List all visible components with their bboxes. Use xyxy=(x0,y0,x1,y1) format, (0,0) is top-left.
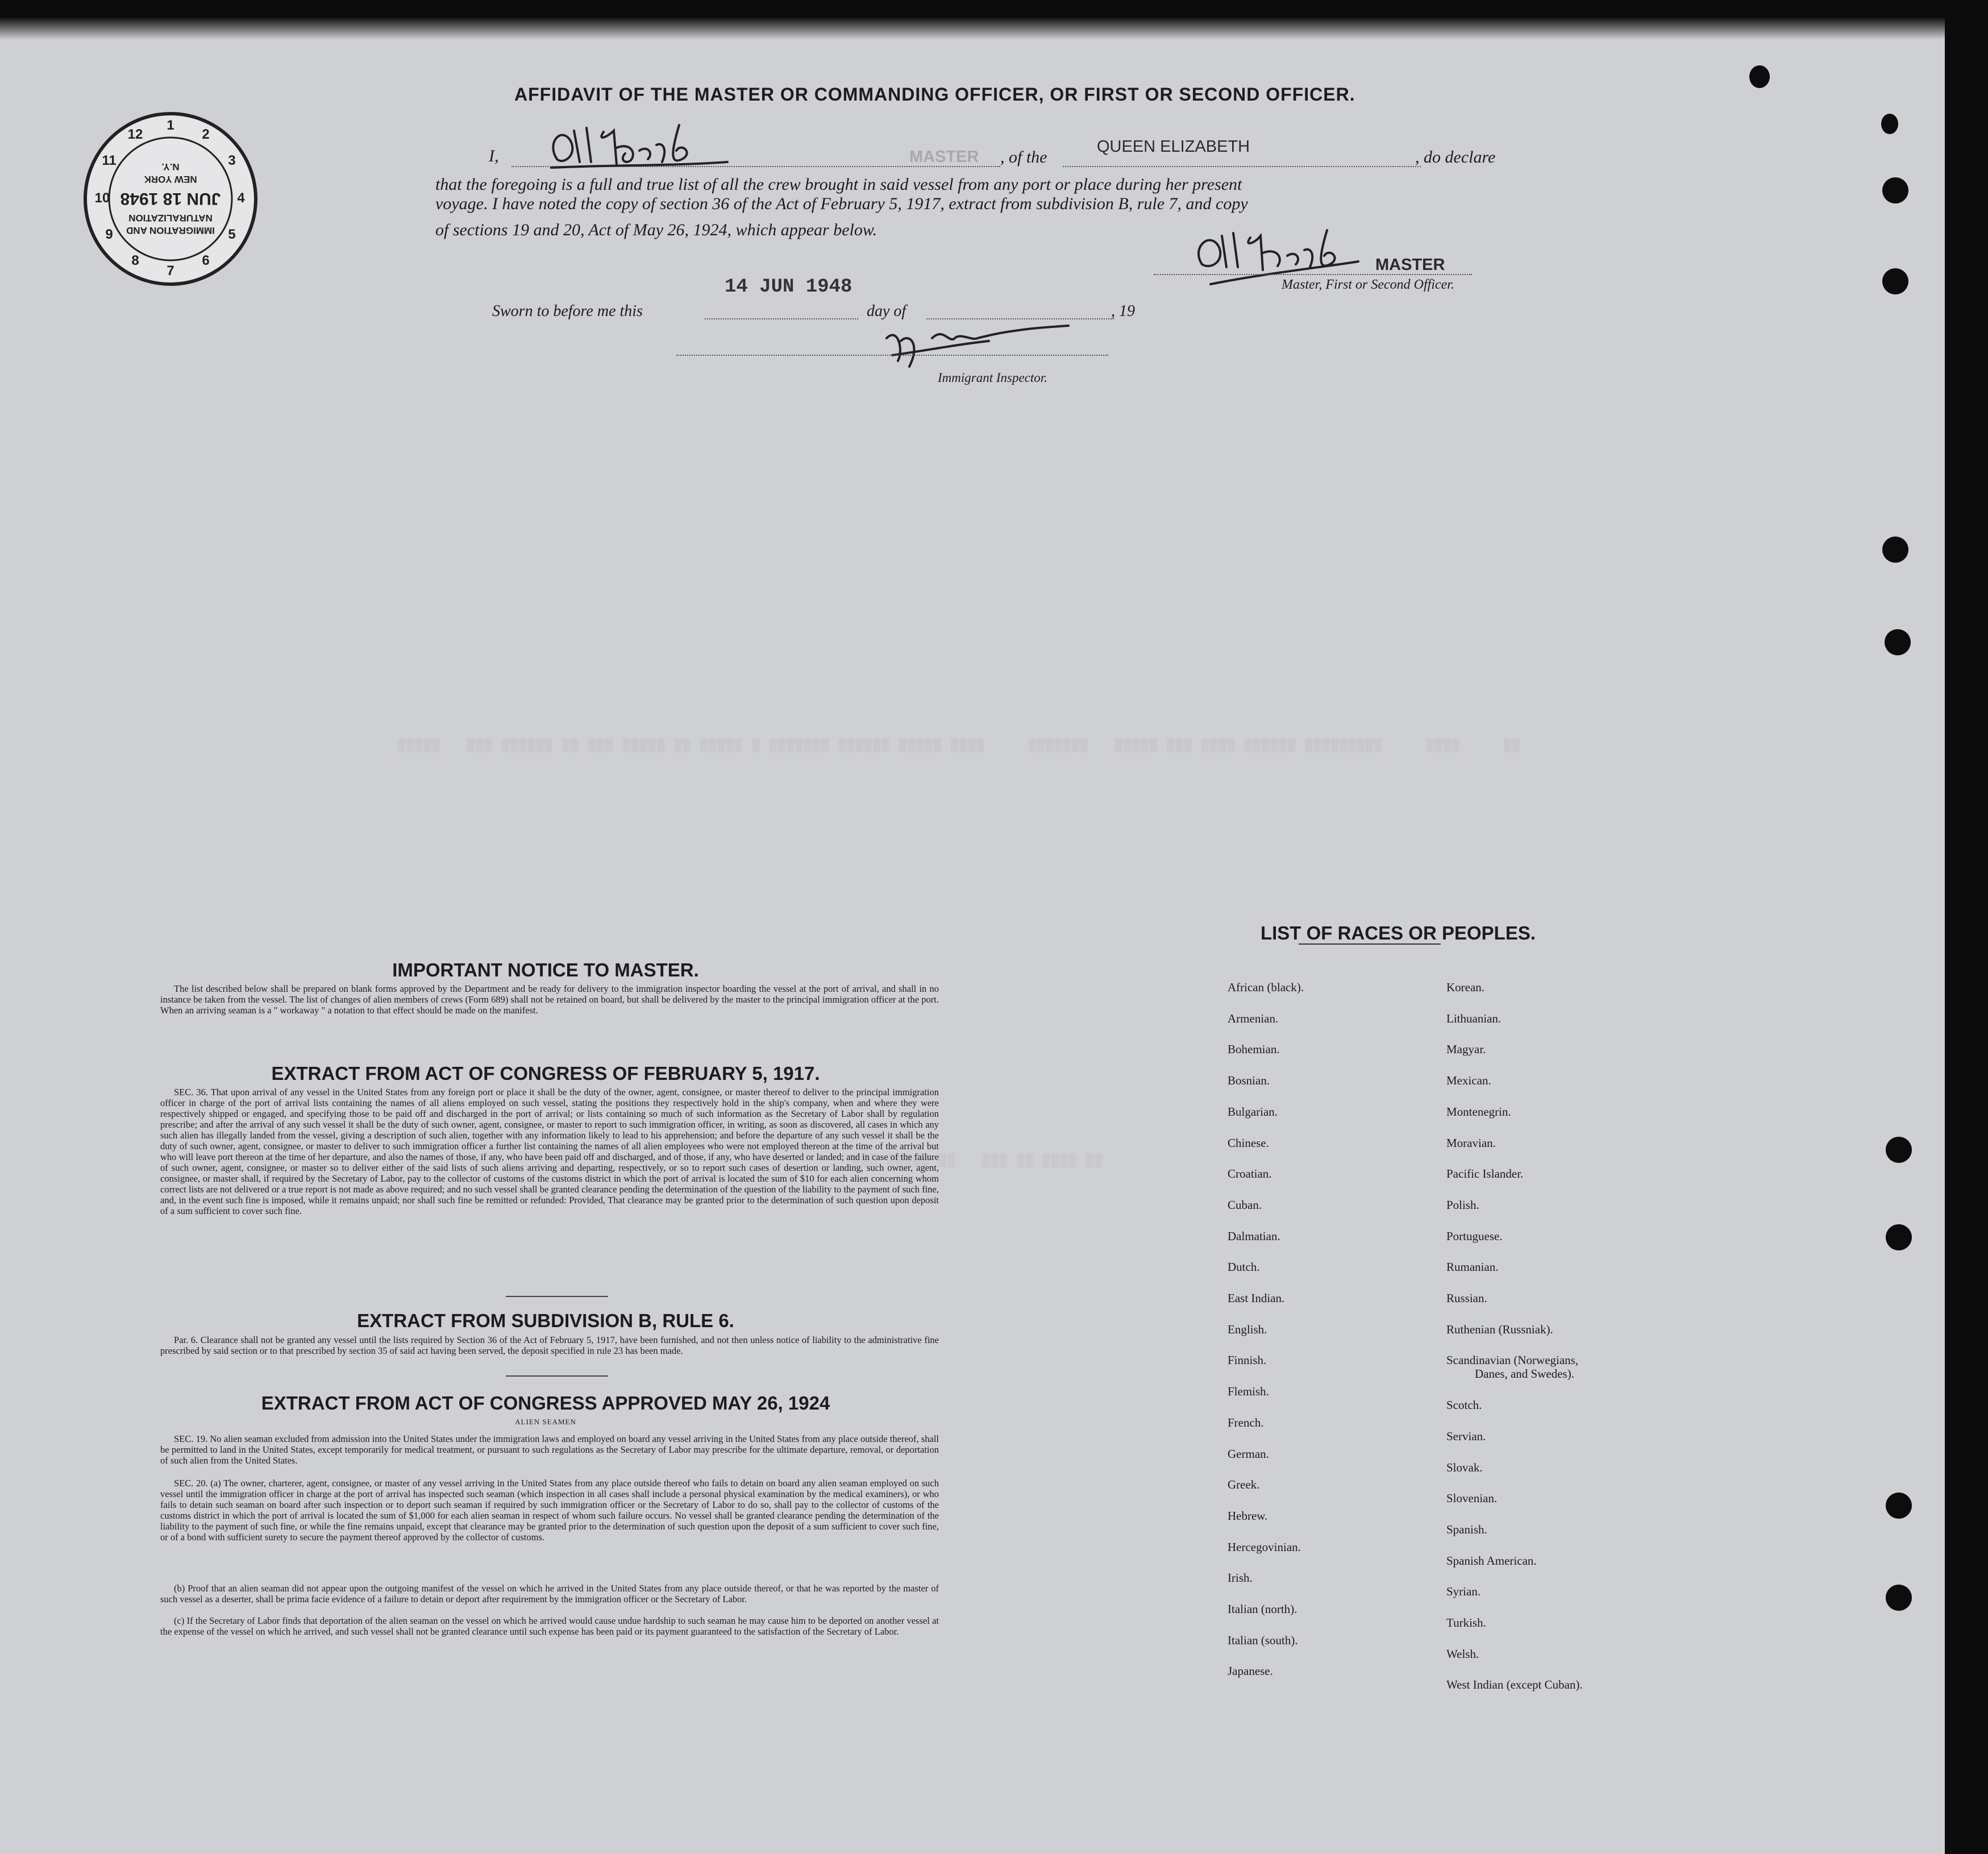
race-item: Rumanian. xyxy=(1446,1260,1499,1274)
race-item: Cuban. xyxy=(1228,1198,1262,1212)
race-item: Bohemian. xyxy=(1228,1042,1280,1057)
punch-hole xyxy=(1882,268,1908,294)
race-item: Armenian. xyxy=(1228,1011,1279,1025)
extract-1924-title: EXTRACT FROM ACT OF CONGRESS APPROVED MAY 26, 1924 xyxy=(261,1392,830,1414)
race-item: Moravian. xyxy=(1446,1136,1496,1150)
race-item: Polish. xyxy=(1446,1198,1479,1212)
race-item: Bulgarian. xyxy=(1228,1104,1278,1119)
extract-1924-sec20c: (c) If the Secretary of Labor finds that deportation of the alien seaman on the vessel on which he arrived would cause undue hardship to such seaman he may cause him to be deported on another vessel at the expense of the vessel on which he arrived, and such vessel shall not be granted clearance until such expense has been paid or its payment guaranteed to the satisfaction of the Secretary of Labor. xyxy=(160,1615,939,1637)
race-item: French. xyxy=(1228,1415,1264,1429)
affidavit-title: AFFIDAVIT OF THE MASTER OR COMMANDING OFFICER, OR FIRST OR SECOND OFFICER. xyxy=(514,84,1355,105)
seal-text: NATURALIZATION xyxy=(128,213,213,223)
race-item: Lithuanian. xyxy=(1446,1011,1502,1025)
seal-number: 4 xyxy=(237,190,245,206)
immigration-seal-stamp xyxy=(74,102,267,296)
sworn-day-field xyxy=(705,318,858,319)
race-item: Welsh. xyxy=(1446,1647,1479,1661)
officer-caption: Master, First or Second Officer. xyxy=(1282,277,1454,292)
vessel-field xyxy=(1063,166,1421,167)
divider xyxy=(506,1296,608,1297)
day-of-label: day of xyxy=(867,302,906,320)
affidavit-line-3: voyage. I have noted the copy of section 36 of the Act of February 5, 1917, extract from subdivision B, rule 7, and copy xyxy=(435,194,1248,213)
race-item: Slovenian. xyxy=(1446,1491,1498,1506)
extract-1924-sec20b: (b) Proof that an alien seaman did not appear upon the outgoing manifest of the vessel on which he arrived in the United States from any place outside thereof, or that he was reported by the master of such vessel as a deserter, shall be prima facie evidence of a failure to detain or deport after requirement by the immigration officer or the Secretary of Labor. xyxy=(160,1583,939,1604)
seal-number: 3 xyxy=(228,153,236,168)
race-item: Italian (north). xyxy=(1228,1602,1297,1616)
race-item: Pacific Islander. xyxy=(1446,1167,1524,1181)
punch-hole xyxy=(1886,1224,1912,1250)
seal-number: 6 xyxy=(202,253,210,268)
races-title-underline xyxy=(1299,943,1441,945)
bleed-through-text: ▒▒▒▒▒ ▒▒▒ ▒▒▒▒▒▒ ▒▒ ▒▒▒ ▒▒▒▒▒ ▒▒ ▒▒▒▒▒ ▒ ▒▒▒▒▒▒▒ ▒▒▒▒▒▒ ▒▒▒▒▒ ▒▒▒▒ ▒▒▒▒▒▒▒ ▒▒▒▒▒ ▒▒▒ ▒▒▒▒ ▒▒▒▒▒▒ ▒▒▒▒▒▒▒▒▒ ▒▒▒▒ ▒▒ xyxy=(398,739,1521,753)
race-item: Syrian. xyxy=(1446,1585,1481,1599)
extract-1917-body: SEC. 36. That upon arrival of any vessel in the United States from any foreign port or place it shall be the duty of the owner, agent, consignee, or master thereof to deliver to the principal immigration officer in charge of the port of arrival lists containing the names of all aliens employed on such vessel, stating the positions they respectively hold in the ship's company, when and where they were respectively shipped or engaged, and specifying those to be paid off and discharged in the port of arrival; or lists containing so much of such information as the Secretary of Labor shall by regulation prescribe; and after the arrival of any such vessel it shall be the duty of such owner, agent, consignee, or master to report to such immigration officer, in writing, as soon as discovered, all cases in which any such alien has illegally landed from the vessel, giving a description of such alien, together with any information likely to lead to his apprehension; and before the departure of any such vessel it shall be the duty of such owner, agent, consignee, or master to deliver to such immigration officer a further list containing the names of all alien employees who were not employed thereon at the time of the arrival but who will leave port thereon at the time of her departure, and also the names of those, if any, who have been paid off and discharged, and of those, if any, who have deserted or landed; and in case of the failure of such owner, agent, consignee, or master so to deliver either of the said lists of such aliens arriving and departing, respectively, or so to report such cases of desertion or landing, such owner, agent, consignee, or master shall, if required by the Secretary of Labor, pay to the collector of customs of the customs district in which the port of arrival is located the sum of $10 for each alien concerning whom correct lists are not delivered or a true report is not made as above required; and no such vessel shall be granted clearance pending the determination of the question of the liability to the payment of such fine, and, in the event such fine is imposed, while it remains unpaid; nor shall such fine be remitted or refunded: Provided, That clearance may be granted prior to the determination of such question upon deposit of a sum sufficient to cover such fine. xyxy=(160,1087,939,1216)
seal-text: N.Y. xyxy=(161,161,180,172)
seal-text: NEW YORK xyxy=(144,174,197,185)
notice-title: IMPORTANT NOTICE TO MASTER. xyxy=(392,959,699,980)
seal-number: 8 xyxy=(131,253,139,268)
date-stamp: 14 JUN 1948 xyxy=(725,276,852,298)
seal-number: 1 xyxy=(167,118,174,133)
punch-hole xyxy=(1749,65,1770,88)
punch-hole xyxy=(1886,1493,1912,1519)
extract-1924-sec19: SEC. 19. No alien seaman excluded from admission into the United States under the immigration laws and employed on board any vessel arriving in the United States from any place outside thereof, shall be permitted to land in the United States, except temporarily for medical treatment, or pursuant to such regulations as the Secretary of Labor may prescribe for the ultimate departure, removal, or deportation of such alien from the United States. xyxy=(160,1433,939,1466)
race-item: Hebrew. xyxy=(1228,1508,1268,1523)
seal-text: IMMIGRATION AND xyxy=(126,225,215,236)
race-item: Italian (south). xyxy=(1228,1633,1298,1647)
seal-date: JUN 18 1948 xyxy=(120,189,221,208)
vessel-name: QUEEN ELIZABETH xyxy=(1097,138,1250,156)
officer-signature-line xyxy=(1154,274,1472,275)
race-item: Finnish. xyxy=(1228,1353,1267,1367)
divider xyxy=(506,1375,608,1377)
affidavit-i-label: I, xyxy=(489,147,499,165)
year-prefix: , 19 xyxy=(1111,302,1135,320)
inspector-caption: Immigrant Inspector. xyxy=(938,371,1047,385)
races-title: LIST OF RACES OR PEOPLES. xyxy=(1260,922,1536,943)
race-item: Irish. xyxy=(1228,1571,1253,1585)
seal-number: 5 xyxy=(228,227,236,242)
master-printed-label: MASTER xyxy=(909,148,979,166)
race-item: Korean. xyxy=(1446,980,1485,994)
punch-hole xyxy=(1882,177,1908,203)
of-the-label: , of the xyxy=(1000,148,1047,167)
master-signature-1 xyxy=(540,119,733,182)
race-item: Bosnian. xyxy=(1228,1074,1270,1088)
seal-number: 12 xyxy=(127,127,143,142)
race-item: African (black). xyxy=(1228,980,1304,994)
extract-rule6-title: EXTRACT FROM SUBDIVISION B, RULE 6. xyxy=(357,1310,734,1331)
race-item: German. xyxy=(1228,1446,1269,1461)
race-item: Japanese. xyxy=(1228,1664,1273,1678)
race-item: Spanish American. xyxy=(1446,1553,1537,1568)
signature-master-stamp: MASTER xyxy=(1375,256,1445,274)
race-item: Dalmatian. xyxy=(1228,1229,1280,1243)
race-item: Greek. xyxy=(1228,1478,1260,1492)
race-item: Montenegrin. xyxy=(1446,1104,1511,1119)
race-item: Slovak. xyxy=(1446,1460,1483,1474)
race-item: Turkish. xyxy=(1446,1616,1486,1629)
seal-number: 10 xyxy=(94,190,110,206)
race-item: Scandinavian (Norwegians, xyxy=(1446,1353,1579,1367)
punch-hole xyxy=(1886,1137,1912,1163)
extract-1917-title: EXTRACT FROM ACT OF CONGRESS OF FEBRUARY 5, 1917. xyxy=(271,1063,820,1084)
race-item: Croatian. xyxy=(1228,1167,1272,1181)
race-item: Spanish. xyxy=(1446,1522,1487,1536)
extract-1924-subtitle: ALIEN SEAMEN xyxy=(515,1417,576,1426)
race-item: Scotch. xyxy=(1446,1398,1482,1412)
race-item: English. xyxy=(1228,1322,1267,1336)
seal-number: 2 xyxy=(202,127,210,142)
punch-hole xyxy=(1882,537,1908,563)
race-item: Danes, and Swedes). xyxy=(1475,1367,1574,1381)
race-item: Magyar. xyxy=(1446,1042,1486,1057)
race-item: Hercegovinian. xyxy=(1228,1540,1301,1554)
inspector-signature xyxy=(875,315,1080,378)
race-item: Russian. xyxy=(1446,1291,1487,1305)
affidavit-line-4: of sections 19 and 20, Act of May 26, 1924, which appear below. xyxy=(435,221,877,239)
race-item: Mexican. xyxy=(1446,1074,1491,1088)
seal-number: 7 xyxy=(167,263,174,278)
torn-top-edge xyxy=(0,0,1966,40)
race-item: Chinese. xyxy=(1228,1136,1269,1150)
punch-hole xyxy=(1881,114,1898,134)
notice-body: The list described below shall be prepared on blank forms approved by the Department and be ready for delivery to the immigration inspector boarding the vessel at the port of arrival, and shall in no instance be taken from the vessel. The list of changes of alien members of crews (Form 689) shall not be retained on board, but shall be delivered by the master to the principal immigration officer at the port. When an arriving seaman is a " workaway " a notation to that effect should be made on the manifest. xyxy=(160,983,939,1016)
race-item: West Indian (except Cuban). xyxy=(1446,1678,1583,1692)
bleed-through-text: ▒▒▒ ▒▒▒▒▒ ▒▒ ▒▒▒ ▒▒ ▒▒▒▒ ▒▒ xyxy=(852,1154,1103,1168)
do-declare-label: , do declare xyxy=(1415,148,1496,167)
extract-1924-sec20a: SEC. 20. (a) The owner, charterer, agent, consignee, or master of any vessel arriving in the United States from any place outside thereof who fails to detain on board any alien seaman employed on such vessel until the immigration officer in charge at the port of arrival has inspected such seaman (which inspection in all cases shall include a personal physical examination by the medical examiners), or who fails to detain such seaman on board after such inspection or to deport such seaman if required by such immigration officer or the Secretary of Labor to do so, shall pay to the collector of customs of the customs district in which the port of arrival is located the sum of $1,000 for each alien seaman in respect of whom such failure occurs. No vessel shall be granted clearance pending the determination of the liability to the payment of such fine, or while the fine remains unpaid, except that clearance may be granted prior to the determination of such question upon the deposit of a sum sufficient to cover such fine, or of a bond with sufficient surety to secure the payment thereof approved by the collector of customs. xyxy=(160,1478,939,1543)
seal-number: 11 xyxy=(102,153,117,168)
race-item: Servian. xyxy=(1446,1429,1486,1443)
race-item: Ruthenian (Russniak). xyxy=(1446,1322,1553,1336)
inspector-signature-line xyxy=(676,355,1108,356)
seal-number: 9 xyxy=(105,227,113,242)
extract-rule6-body: Par. 6. Clearance shall not be granted any vessel until the lists required by Section 36 of the Act of February 5, 1917, have been furnished, and not then unless notice of liability to the administrative fine prescribed by said section or to that prescribed by section 35 of said act having been served, the deposit specified in rule 23 has been made. xyxy=(160,1335,939,1356)
race-item: East Indian. xyxy=(1228,1291,1285,1305)
sworn-text: Sworn to before me this xyxy=(492,302,643,320)
right-edge-shadow xyxy=(1945,0,1966,1854)
race-item: Dutch. xyxy=(1228,1260,1260,1274)
punch-hole xyxy=(1885,629,1911,655)
punch-hole xyxy=(1886,1585,1912,1611)
race-item: Flemish. xyxy=(1228,1385,1269,1399)
race-item: Portuguese. xyxy=(1446,1229,1503,1243)
affidavit-line-2: that the foregoing is a full and true list of all the crew brought in said vessel from any port or place during her present xyxy=(435,175,1242,194)
